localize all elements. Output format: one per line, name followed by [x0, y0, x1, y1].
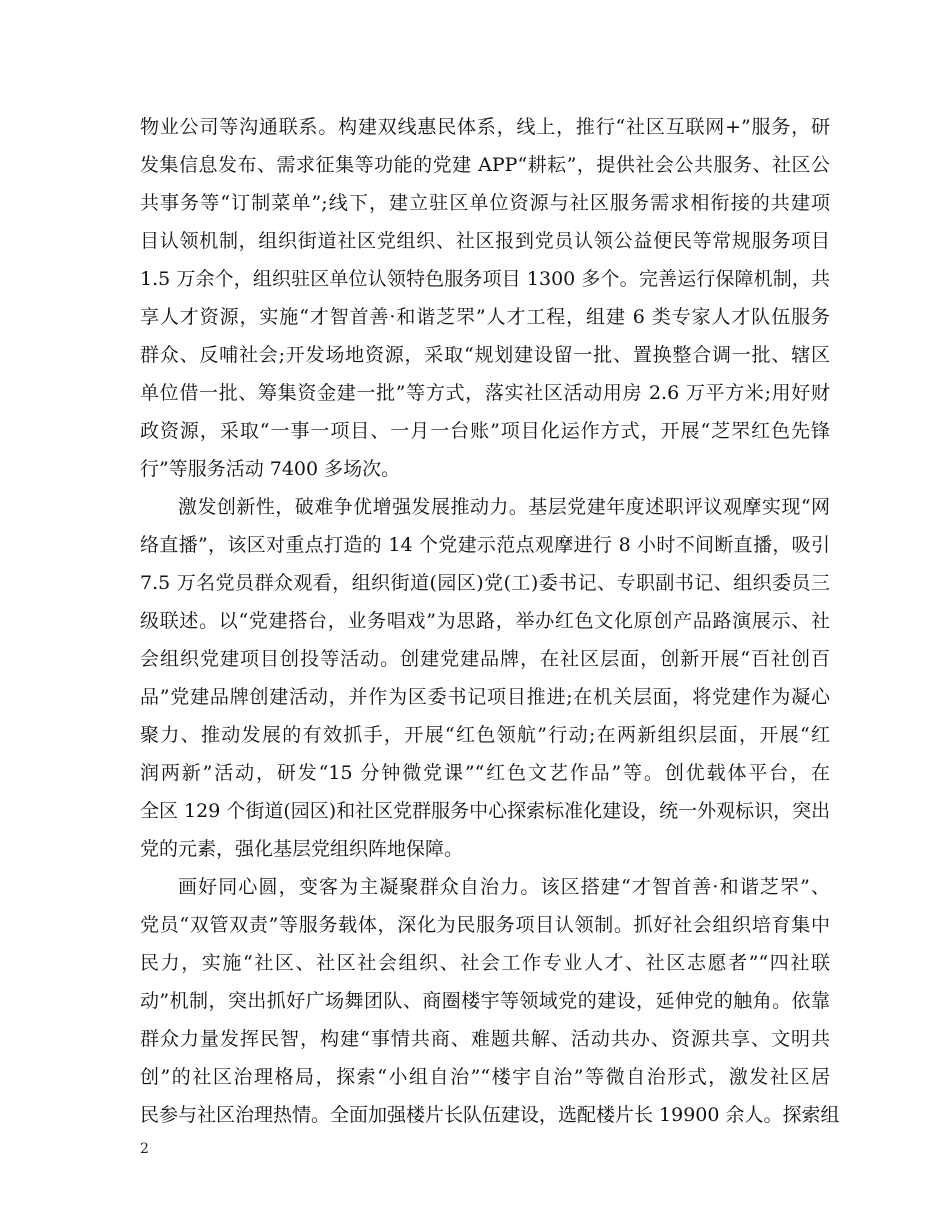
text-line: 润两新”活动，研发“15 分钟微党课”“红色文艺作品”等。创优载体平台，在	[140, 762, 830, 784]
text-line: 目认领机制，组织街道社区党组织、社区报到党员认领公益便民等常规服务项目	[140, 230, 830, 252]
text-line: 品”党建品牌创建活动，并作为区委书记项目推进;在机关层面，将党建作为凝心	[140, 686, 830, 708]
text-line: 党的元素，强化基层党组织阵地保障。	[140, 838, 464, 860]
paragraph-first-line: 画好同心圆，变客为主凝聚群众自治力。该区搭建“才智首善·和谐芝罘”、	[178, 876, 830, 898]
page-number: 2	[140, 1141, 149, 1157]
text-line: 动”机制，突出抓好广场舞团队、商圈楼宇等领域党的建设，延伸党的触角。依靠	[140, 990, 830, 1012]
text-line: 单位借一批、筹集资金建一批”等方式，落实社区活动用房 2.6 万平方米;用好财	[140, 382, 830, 404]
text-line: 民参与社区治理热情。全面加强楼片长队伍建设，选配楼片长 19900 余人。探索组	[140, 1104, 840, 1126]
text-line: 聚力、推动发展的有效抓手，开展“红色领航”行动;在两新组织层面，开展“红	[140, 724, 830, 746]
text-line: 7.5 万名党员群众观看，组织街道(园区)党(工)委书记、专职副书记、组织委员三	[140, 572, 830, 594]
text-line: 党员“双管双责”等服务载体，深化为民服务项目认领制。抓好社会组织培育集中	[140, 914, 830, 936]
text-line: 级联述。以“党建搭台，业务唱戏”为思路，举办红色文化原创产品路演展示、社	[140, 610, 830, 632]
text-line: 群众、反哺社会;开发场地资源，采取“规划建设留一批、置换整合调一批、辖区	[140, 344, 830, 366]
text-line: 物业公司等沟通联系。构建双线惠民体系，线上，推行“社区互联网+”服务，研	[140, 116, 830, 138]
text-line: 全区 129 个街道(园区)和社区党群服务中心探索标准化建设，统一外观标识，突出	[140, 800, 831, 822]
text-line: 群众力量发挥民智，构建“事情共商、难题共解、活动共办、资源共享、文明共	[140, 1028, 830, 1050]
text-line: 民力，实施“社区、社区社会组织、社会工作专业人才、社区志愿者”“四社联	[140, 952, 830, 974]
text-line: 共事务等“订制菜单”;线下，建立驻区单位资源与社区服务需求相衔接的共建项	[140, 192, 830, 214]
text-line: 享人才资源，实施“才智首善·和谐芝罘”人才工程，组建 6 类专家人才队伍服务	[140, 306, 830, 328]
paragraph-first-line: 激发创新性，破难争优增强发展推动力。基层党建年度述职评议观摩实现“网	[178, 496, 830, 518]
text-line: 行”等服务活动 7400 多场次。	[140, 458, 401, 480]
text-line: 1.5 万余个，组织驻区单位认领特色服务项目 1300 多个。完善运行保障机制，共	[140, 268, 830, 290]
text-line: 创”的社区治理格局，探索“小组自治”“楼宇自治”等微自治形式，激发社区居	[140, 1066, 830, 1088]
text-line: 会组织党建项目创投等活动。创建党建品牌，在社区层面，创新开展“百社创百	[140, 648, 830, 670]
text-line: 政资源，采取“一事一项目、一月一台账”项目化运作方式，开展“芝罘红色先锋	[140, 420, 830, 442]
text-line: 络直播”，该区对重点打造的 14 个党建示范点观摩进行 8 小时不间断直播，吸引	[140, 534, 830, 556]
text-line: 发集信息发布、需求征集等功能的党建 APP“耕耘”，提供社会公共服务、社区公	[140, 154, 830, 176]
